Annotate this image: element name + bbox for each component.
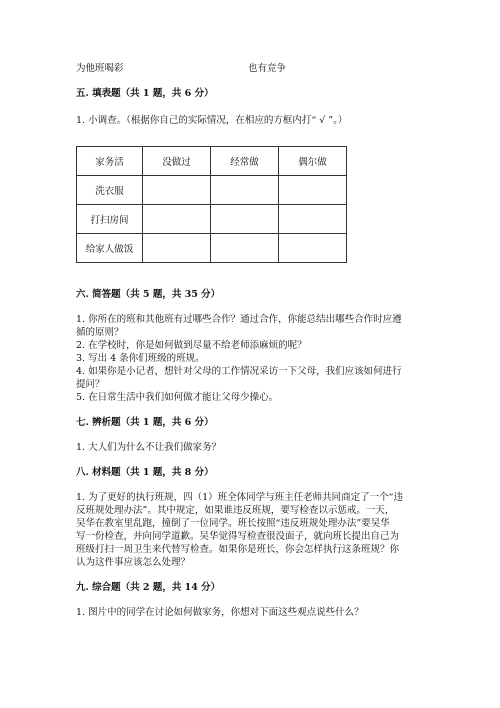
- table-row: [77, 205, 347, 234]
- section-6-question-1-line-2: 循的原则？: [76, 327, 124, 338]
- section-8-paragraph-line: 认为这件事应该怎么处理？: [76, 557, 191, 568]
- section-6-title: 六. 简答题（共 5 题，共 35 分）: [76, 289, 221, 300]
- section-6-question-5: 5. 在日常生活中我们如何做才能让父母少操心。: [76, 392, 279, 403]
- row-label: 洗衣服: [77, 176, 143, 205]
- check-box-cell[interactable]: [211, 176, 279, 205]
- table-header-row: [77, 147, 347, 176]
- check-box-cell[interactable]: [143, 205, 211, 234]
- check-box-cell[interactable]: [279, 234, 347, 263]
- section-7-title: 七. 辨析题（共 1 题，共 6 分）: [76, 417, 214, 428]
- check-box-cell[interactable]: [143, 176, 211, 205]
- row-label: 给家人做饭: [77, 234, 143, 263]
- section-8-paragraph-line: 吴华在教室里乱跑，撞倒了一位同学。班长按照“违反班规处理办法”要吴华: [76, 518, 390, 529]
- table-row: [77, 176, 347, 205]
- section-8-paragraph-line: 班级打扫一周卫生来代替写检查。如果你是班长，你会怎样执行这条班规？你: [76, 544, 400, 555]
- section-8-paragraph-line: 写一份检查，并向同学道歉。吴华觉得写检查很没面子，就向班长提出自己为: [76, 531, 400, 542]
- check-box-cell[interactable]: [143, 234, 211, 263]
- section-6-question-2: 2. 在学校时，你是如何做到尽量不给老师添麻烦的呢？: [76, 340, 307, 351]
- top-right-text: 也有竞争: [248, 63, 287, 74]
- section-6-question-3: 3. 写出 4 条你们班级的班规。: [76, 353, 205, 364]
- section-9-question-1: 1. 图片中的同学在讨论如何做家务，你想对下面这些观点说些什么？: [76, 607, 364, 618]
- section-9-title: 九. 综合题（共 2 题，共 14 分）: [76, 582, 221, 593]
- check-box-cell[interactable]: [211, 205, 279, 234]
- check-box-cell[interactable]: [279, 176, 347, 205]
- header-cell: 偶尔做: [279, 147, 347, 176]
- section-8-title: 八. 材料题（共 1 题，共 8 分）: [76, 467, 214, 478]
- section-7-question-1: 1. 大人们为什么不让我们做家务？: [76, 442, 222, 453]
- top-left-text: 为他班喝彩: [76, 63, 124, 74]
- header-cell: 家务活: [77, 147, 143, 176]
- table-row: [77, 234, 347, 263]
- section-8-paragraph-line: 1. 为了更好的执行班规，四（1）班全体同学与班主任老师共同商定了一个“违: [76, 492, 403, 503]
- section-5-question-1: 1. 小调查。（根据你自己的实际情况，在相应的方框内打“ √ ”。）: [76, 115, 348, 126]
- section-5-title: 五. 填表题（共 1 题，共 6 分）: [76, 88, 214, 99]
- section-6-question-4-line-2: 提问？: [76, 379, 105, 390]
- row-label: 打扫房间: [77, 205, 143, 234]
- header-cell: 经常做: [211, 147, 279, 176]
- section-6-question-1-line-1: 1. 你所在的班和其他班有过哪些合作？通过合作，你能总结出哪些合作时应遵: [76, 314, 402, 325]
- header-cell: 没做过: [143, 147, 211, 176]
- check-box-cell[interactable]: [211, 234, 279, 263]
- section-8-paragraph-line: 反班规处理办法”。其中规定，如果谁违反班规，要写检查以示惩戒。一天，: [76, 505, 395, 516]
- check-box-cell[interactable]: [279, 205, 347, 234]
- survey-table: [76, 146, 347, 263]
- section-6-question-4-line-1: 4. 如果你是小记者，想针对父母的工作情况采访一下父母，我们应该如何进行: [76, 366, 402, 377]
